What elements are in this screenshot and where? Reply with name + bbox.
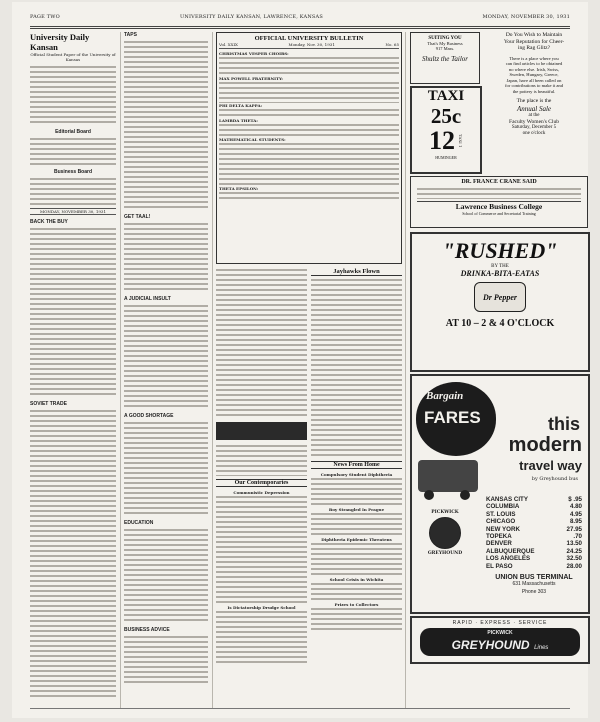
page-bottom-rule — [30, 708, 570, 709]
footer-pickwick: PICKWICK — [487, 630, 513, 636]
fare-city: EL PASO — [486, 562, 513, 570]
rushed-by: BY THE — [491, 264, 509, 269]
annual-sale-ad — [482, 32, 586, 170]
newspaper-page — [12, 2, 588, 718]
jayhawks-text — [311, 278, 402, 458]
bus-illustration — [418, 460, 478, 492]
article-text — [216, 444, 307, 476]
pickwick-banner — [420, 628, 580, 656]
bulletin-item-text — [219, 56, 399, 76]
sale-line: one o'clock — [522, 131, 546, 136]
editorial-text — [124, 421, 208, 516]
paper-title: UNIVERSITY DAILY KANSAN, LAWRENCE, KANSAS — [180, 14, 323, 20]
official-bulletin — [216, 32, 402, 264]
sale-line: ing Rag Glitz? — [517, 45, 551, 51]
rushed-title: "RUSHED" — [442, 238, 558, 263]
taxi-word: TAXI — [427, 88, 465, 104]
column-divider — [405, 32, 406, 708]
taxi-name: HUMINGER — [435, 155, 457, 160]
fare-price: 4.80 — [569, 503, 582, 511]
column-divider — [212, 32, 213, 708]
contemporaries-item-title: Communistic Depression — [233, 490, 290, 495]
bulletin-title: OFFICIAL UNIVERSITY BULLETIN — [254, 35, 364, 42]
fare-price: 32.50 — [566, 555, 582, 563]
taxi-ad — [410, 86, 482, 174]
column-3 — [216, 32, 402, 708]
bulletin-item-text — [219, 108, 399, 118]
greyhound-bargain-ad — [410, 374, 590, 614]
news-text — [311, 542, 402, 577]
column-3a — [216, 268, 307, 665]
fare-price: 4.95 — [569, 510, 582, 518]
sale-line: at the — [528, 112, 540, 118]
business-college-ad — [410, 176, 588, 228]
sale-line: Saturday, December 5 — [511, 125, 557, 130]
tailor-line1: SUITING YOU — [428, 36, 462, 41]
bus-wheel — [460, 490, 470, 500]
editorial-text — [30, 227, 116, 397]
editorial-board-text — [30, 137, 116, 165]
taxi-number: 12 — [429, 126, 455, 155]
news-item-title: Prizes to Collectors — [334, 602, 379, 607]
fare-city: ALBUQUERQUE — [486, 547, 535, 555]
tailor-line2: That's My Business — [427, 41, 463, 46]
editorial-text — [30, 409, 116, 699]
editorial-heading: BACK THE BUY — [30, 219, 68, 225]
fare-row — [486, 555, 582, 562]
news-item-title: Boy Strangled In Prague — [328, 507, 385, 512]
fare-city: DENVER — [486, 540, 512, 548]
tailor-line3: 917 Mass. — [435, 46, 455, 51]
fare-row — [486, 526, 582, 533]
editorial-heading: A GOOD SHORTAGE — [124, 413, 174, 419]
masthead-title: University Daily Kansan — [30, 32, 90, 52]
fare-price: 27.95 — [566, 525, 582, 533]
bulletin-date: Monday, Nov. 30, 1931 — [288, 42, 335, 47]
modern-word: modern — [508, 434, 582, 456]
fare-price: 28.00 — [566, 562, 582, 570]
bulletin-item-text — [219, 142, 399, 186]
column-3b — [311, 268, 402, 665]
column-1 — [30, 32, 116, 708]
doctor-ad-text — [417, 187, 581, 199]
sale-line: Your Reputation for Cheer- — [503, 38, 565, 45]
sale-line: no where else. Irish, Swiss, — [508, 66, 560, 72]
jayhawks-title: Jayhawks Flown — [311, 268, 402, 276]
sale-line: can find articles to be obtained — [505, 61, 563, 66]
sale-line: Faculty Women's Club — [509, 118, 559, 125]
tailor-name: Shultz the Tailor — [421, 55, 469, 63]
editorial-heading: BUSINESS ADVICE — [124, 627, 170, 633]
lower-columns — [216, 268, 402, 665]
bulletin-no: No. 65 — [385, 42, 399, 47]
header-rule — [30, 26, 570, 27]
pickwick-word: PICKWICK — [431, 510, 459, 515]
sale-line: for contributions to make it and — [504, 83, 564, 88]
fare-price: $ .95 — [568, 496, 582, 503]
contemporaries-title: Our Contemporaries — [216, 479, 307, 487]
fare-row — [486, 496, 582, 503]
fare-row — [486, 533, 582, 540]
terminal-name: UNION BUS TERMINAL — [495, 574, 573, 582]
fare-city: COLUMBIA — [486, 503, 520, 511]
bulletin-item-text — [219, 123, 399, 137]
fare-row — [486, 511, 582, 518]
bulletin-item-text — [219, 81, 399, 103]
editorial-text — [124, 528, 208, 623]
dr-pepper-logo — [474, 282, 526, 312]
fare-city: CHICAGO — [486, 518, 516, 526]
pickwick-logo-small — [418, 510, 472, 556]
page-header — [30, 14, 570, 24]
sale-line: There is a place where you — [509, 55, 559, 61]
masthead-staff-text — [30, 65, 116, 125]
bulletin-item-title: LAMBDA THETA: — [219, 118, 258, 123]
masthead-date: MONDAY, NOVEMBER 30, 1931 — [30, 208, 116, 215]
sale-line: Do You Wish to Maintain — [505, 32, 563, 38]
dr-pepper-ad — [410, 232, 590, 372]
doctor-name: DR. FRANCE CRANE SAID — [461, 179, 537, 185]
editorial-text — [124, 304, 208, 409]
pickwick-greyhound-footer — [410, 616, 590, 664]
taxi-price: 25c — [430, 104, 462, 128]
fare-city: NEW YORK — [486, 525, 520, 533]
article-text — [216, 268, 307, 418]
news-text — [311, 582, 402, 602]
column-2 — [124, 32, 208, 708]
bus-wheel — [424, 490, 434, 500]
greyhound-emblem — [429, 517, 461, 549]
greyhound-word: GREYHOUND — [427, 551, 463, 556]
college-tagline: School of Commerce and Secretarial Training — [462, 211, 536, 216]
news-text — [311, 512, 402, 537]
news-item-title: Compulsory Student Diphtheria — [320, 472, 393, 477]
editorial-heading: EDUCATION — [124, 520, 154, 526]
fare-city: LOS ANGELES — [486, 555, 531, 563]
fare-price: 24.25 — [566, 547, 582, 555]
fare-city: KANSAS CITY — [486, 496, 528, 503]
tailor-ad — [410, 32, 480, 84]
business-board-text — [30, 177, 116, 205]
bulletin-item-text — [219, 191, 399, 201]
bulletin-vol: Vol. XXIX — [219, 42, 238, 47]
sale-line: the pottery is beautiful. — [512, 88, 556, 94]
bargain-word: Bargain — [426, 390, 464, 402]
fare-price: 13.50 — [566, 540, 582, 548]
fare-row — [486, 503, 582, 510]
sale-line: Annual Sale — [516, 104, 552, 113]
drinka-bita-eatas: DRINKA-BITA-EATAS — [460, 269, 540, 278]
fare-row — [486, 518, 582, 525]
editorial-heading: SOVIET TRADE — [30, 401, 67, 407]
fare-table — [486, 496, 582, 596]
taxi-number-row — [412, 127, 480, 155]
sale-line: Japan, have all been called on — [506, 77, 562, 83]
column-divider — [120, 32, 121, 708]
page-label: PAGE TWO — [30, 14, 60, 20]
masthead-subtitle: Official Student Paper of the University of Kansas — [30, 52, 116, 62]
editorial-text — [124, 635, 208, 685]
fare-price: .70 — [573, 533, 582, 541]
fare-price: 8.95 — [569, 518, 582, 526]
editorial-board-head: Editorial Board — [55, 129, 91, 135]
footer-greyhound: GREYHOUND — [451, 638, 530, 652]
editorial-text — [124, 40, 208, 210]
news-item-title: Diphtheria Epidemic Threatens — [321, 537, 392, 542]
news-text — [311, 607, 402, 632]
fare-row — [486, 548, 582, 555]
editorial-heading: GET TAAL! — [124, 214, 151, 220]
bulletin-item-title: PHI DELTA KAPPA: — [219, 103, 263, 108]
fares-word: FARES — [424, 408, 481, 427]
rapid-express: RAPID · EXPRESS · SERVICE — [452, 620, 548, 626]
by-greyhound: by Greyhound bus — [531, 476, 578, 482]
fare-city: TOPEKA — [486, 533, 512, 541]
bulletin-item-title: MAX POWELL FRATERNITY: — [219, 76, 283, 81]
sale-line: The place is the — [516, 98, 552, 104]
news-text — [311, 477, 402, 507]
terminal-phone: Phone 303 — [521, 588, 547, 595]
fare-row — [486, 540, 582, 547]
news-item-title: School Crisis in Wichita — [329, 577, 384, 582]
bulletin-item-title: CHRISTMAS VESPER CHOIRS: — [219, 51, 289, 56]
footer-lines: Lines — [534, 645, 549, 651]
rushed-times: AT 10 – 2 & 4 O'CLOCK — [445, 318, 555, 329]
date-line: MONDAY, NOVEMBER 30, 1931 — [482, 14, 570, 20]
college-name: Lawrence Business College — [417, 201, 581, 211]
contemporaries-item-title: Is Dictatorship Drudge School — [227, 605, 296, 610]
sale-line: Sweden, Hungary, Greece, — [509, 72, 559, 77]
contemporaries-text — [216, 495, 307, 605]
bulletin-item-title: THETA EPSILON: — [219, 186, 259, 191]
business-board-head: Business Board — [53, 169, 93, 175]
dr-pepper-brand: Dr Pepper — [483, 292, 517, 302]
bulletin-meta — [219, 42, 399, 49]
travel-way: travel way — [519, 458, 582, 473]
fare-city: ST. LOUIS — [486, 510, 516, 518]
bulletin-item-title: MATHEMATICAL STUDENTS: — [219, 137, 286, 142]
contemporaries-text — [216, 610, 307, 665]
editorial-heading: A JUDICIAL INSULT — [124, 296, 171, 302]
this-word: this — [547, 414, 580, 434]
news-from-home-title: News From Home — [311, 461, 402, 469]
terminal-address: 631 Massachusetts — [512, 581, 556, 588]
taxi-side-label: TAXI 1 — [458, 134, 463, 148]
editorial-heading: TAPS — [124, 32, 137, 38]
editorial-text — [124, 222, 208, 292]
bargain-badge — [416, 382, 496, 456]
column-ornament — [216, 422, 307, 440]
header-rule-2 — [30, 28, 570, 29]
fare-row — [486, 563, 582, 570]
